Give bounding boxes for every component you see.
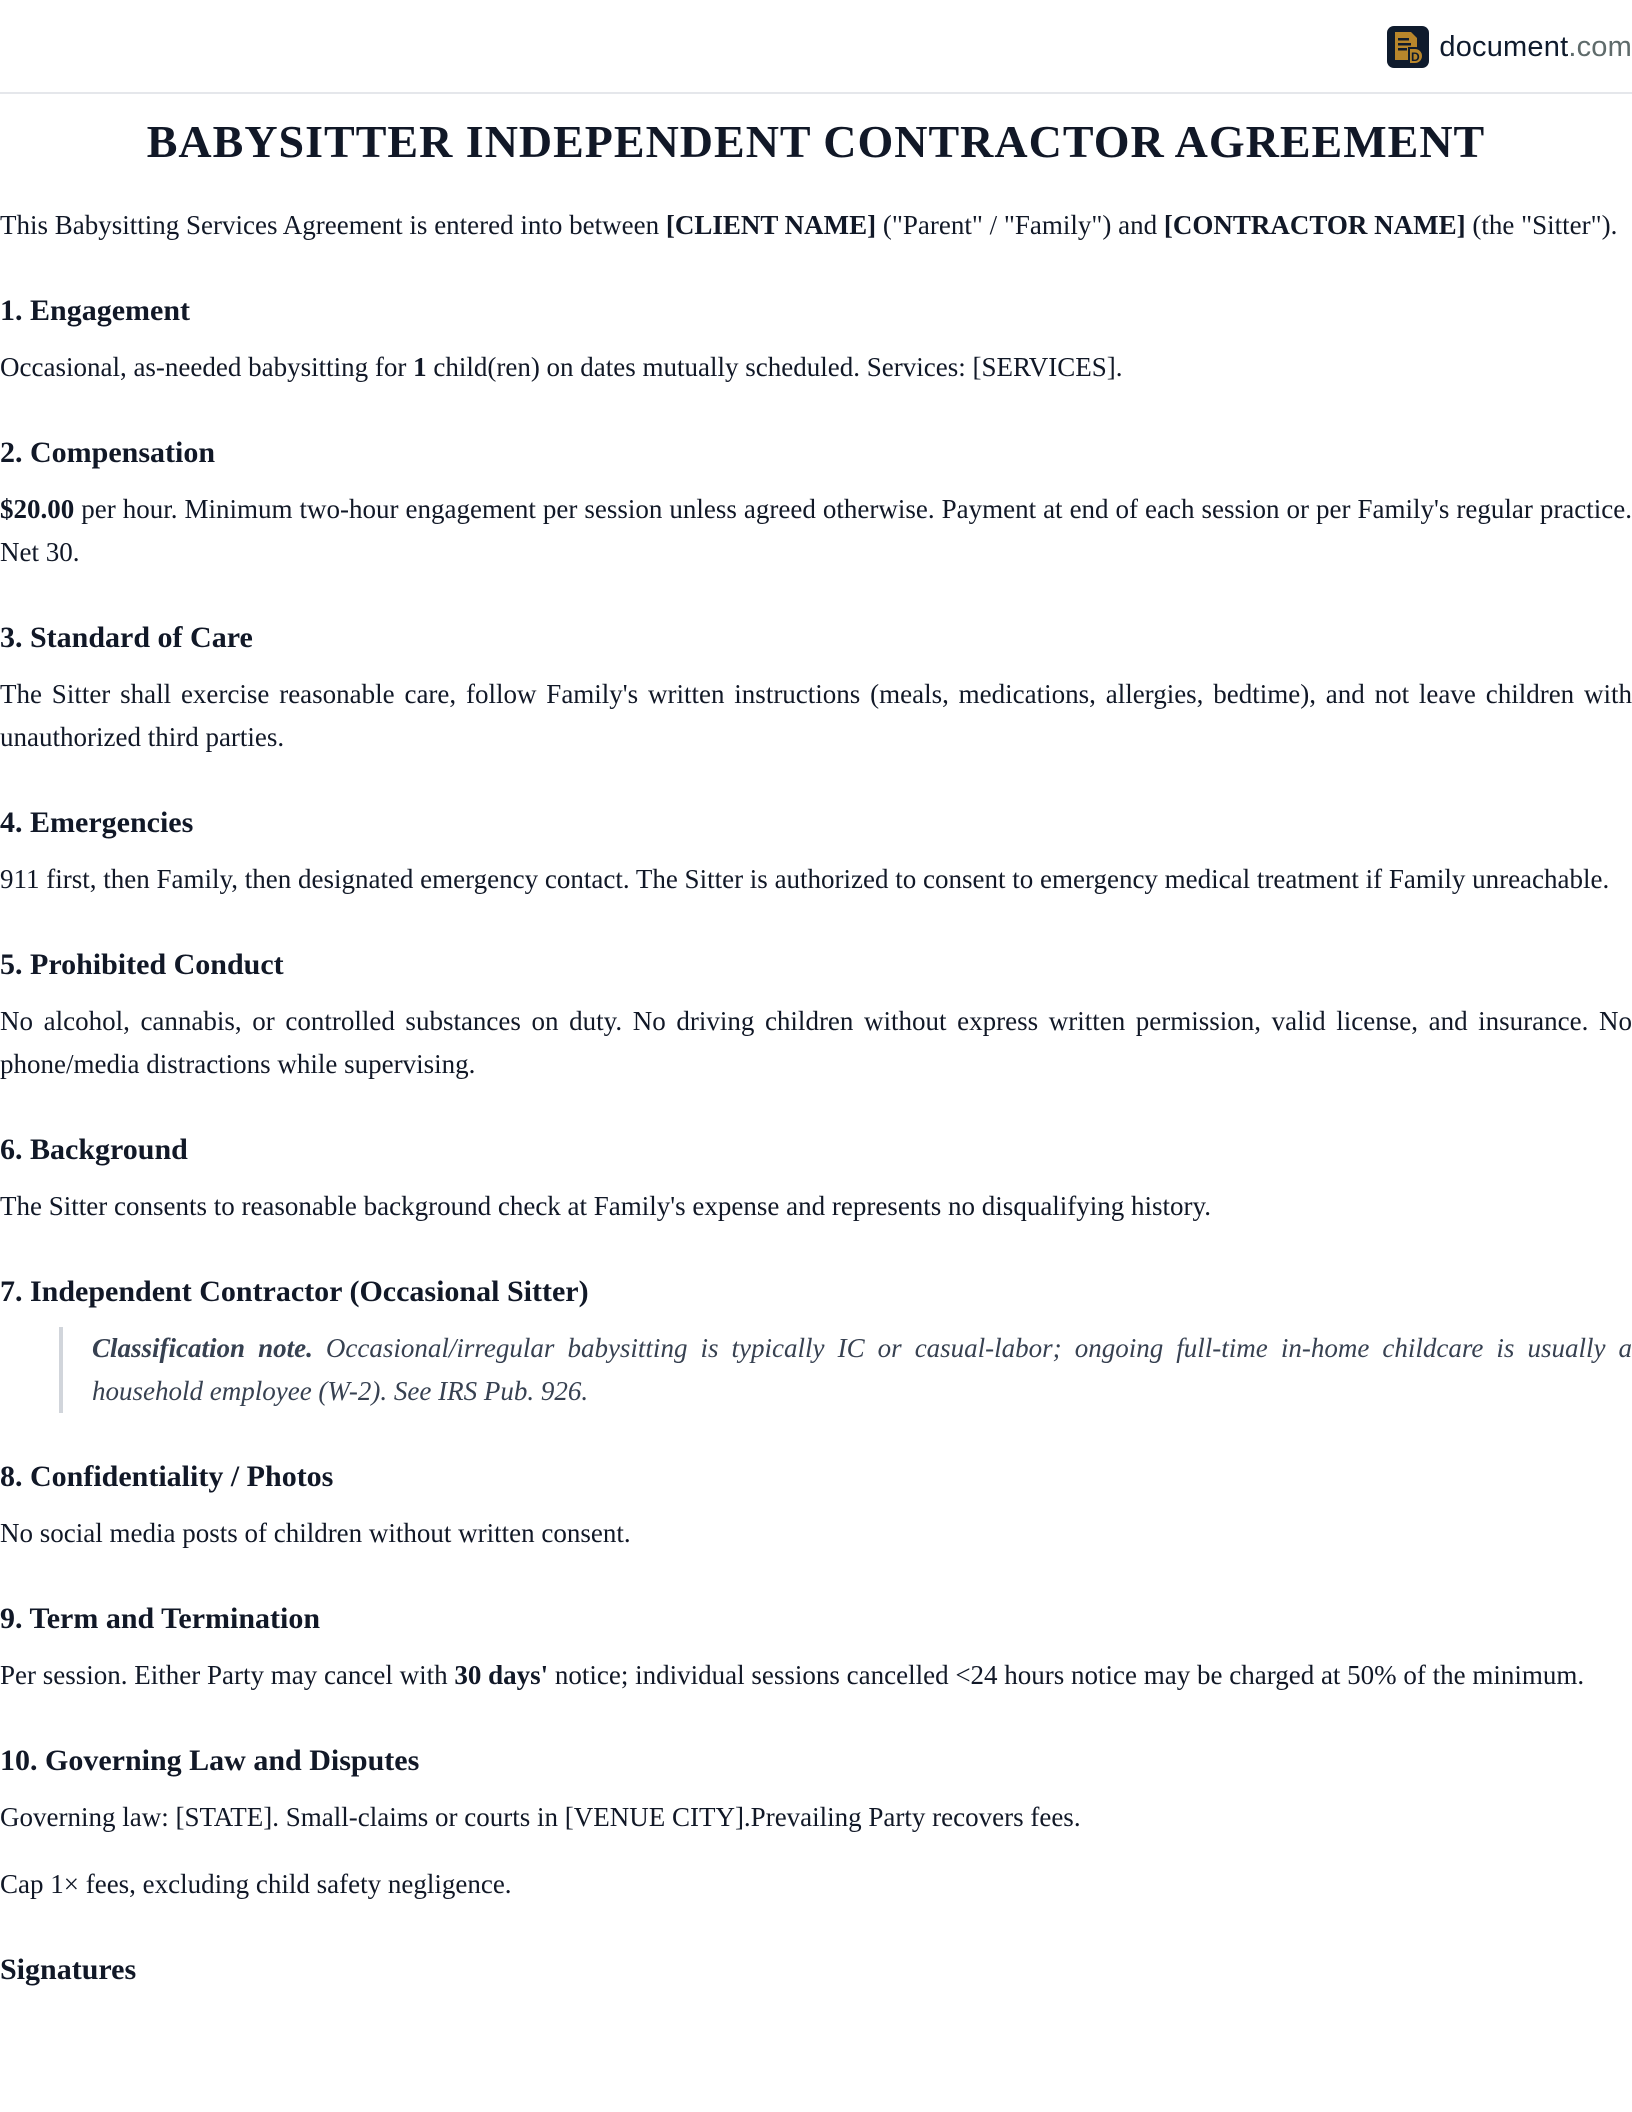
classification-note: Classification note. Occasional/irregular babysitting is typically IC or casual-labor; ongoing full-time in-home childcare is usually a household employee (W-2). See IRS Pub. 926. xyxy=(59,1327,1632,1413)
section-heading: 9. Term and Termination xyxy=(0,1602,321,1635)
section-text: Occasional, as-needed babysitting for 1 child(ren) on dates mutually scheduled. Services: [SERVICES]. xyxy=(0,352,1123,382)
section-text: Cap 1× fees, excluding child safety negligence. xyxy=(0,1869,512,1899)
section-text: Per session. Either Party may cancel with 30 days' notice; individual sessions cancelled <24 hours notice may be charged at 50% of the minimum. xyxy=(0,1660,1585,1690)
document-logo-icon xyxy=(1387,26,1429,68)
section-heading: 6. Background xyxy=(0,1133,188,1166)
svg-text:D: D xyxy=(1411,50,1421,64)
brand-name: document.com xyxy=(1439,30,1632,63)
section-text: No social media posts of children without written consent. xyxy=(0,1518,631,1548)
header-bar xyxy=(0,0,1632,94)
section-text: No alcohol, cannabis, or controlled substances on duty. No driving children without express written permission, valid license, and insurance. No phone/media distractions while supervising. xyxy=(0,1006,1632,1079)
section-text: $20.00 per hour. Minimum two-hour engagement per session unless agreed otherwise. Payment at end of each session or per Family's regular practice. Net 30. xyxy=(0,494,1632,567)
agreement-body xyxy=(0,204,1632,1991)
section-text: Governing law: [STATE]. Small-claims or courts in [VENUE CITY].Prevailing Party recovers fees. xyxy=(0,1802,1081,1832)
section-heading: 2. Compensation xyxy=(0,436,216,469)
section-heading: 1. Engagement xyxy=(0,294,190,327)
brand-logo[interactable] xyxy=(1387,26,1632,68)
section-heading: 7. Independent Contractor (Occasional Sitter) xyxy=(0,1275,589,1308)
section-text: The Sitter consents to reasonable background check at Family's expense and represents no disqualifying history. xyxy=(0,1191,1212,1221)
section-text: 911 first, then Family, then designated emergency contact. The Sitter is authorized to consent to emergency medical treatment if Family unreachable. xyxy=(0,864,1610,894)
section-heading: 4. Emergencies xyxy=(0,806,194,839)
section-text: The Sitter shall exercise reasonable care, follow Family's written instructions (meals, medications, allergies, bedtime), and not leave children with unauthorized third parties. xyxy=(0,679,1632,752)
section-heading: 3. Standard of Care xyxy=(0,621,253,654)
section-heading: 8. Confidentiality / Photos xyxy=(0,1460,334,1493)
section-heading: 5. Prohibited Conduct xyxy=(0,948,284,981)
section-heading: 10. Governing Law and Disputes xyxy=(0,1744,420,1777)
intro-paragraph: This Babysitting Services Agreement is entered into between [CLIENT NAME] ("Parent" / "Family") and [CONTRACTOR NAME] (the "Sitter"). xyxy=(0,210,1618,240)
signatures-heading: Signatures xyxy=(0,1953,137,1986)
document-title: BABYSITTER INDEPENDENT CONTRACTOR AGREEMENT xyxy=(146,116,1486,167)
